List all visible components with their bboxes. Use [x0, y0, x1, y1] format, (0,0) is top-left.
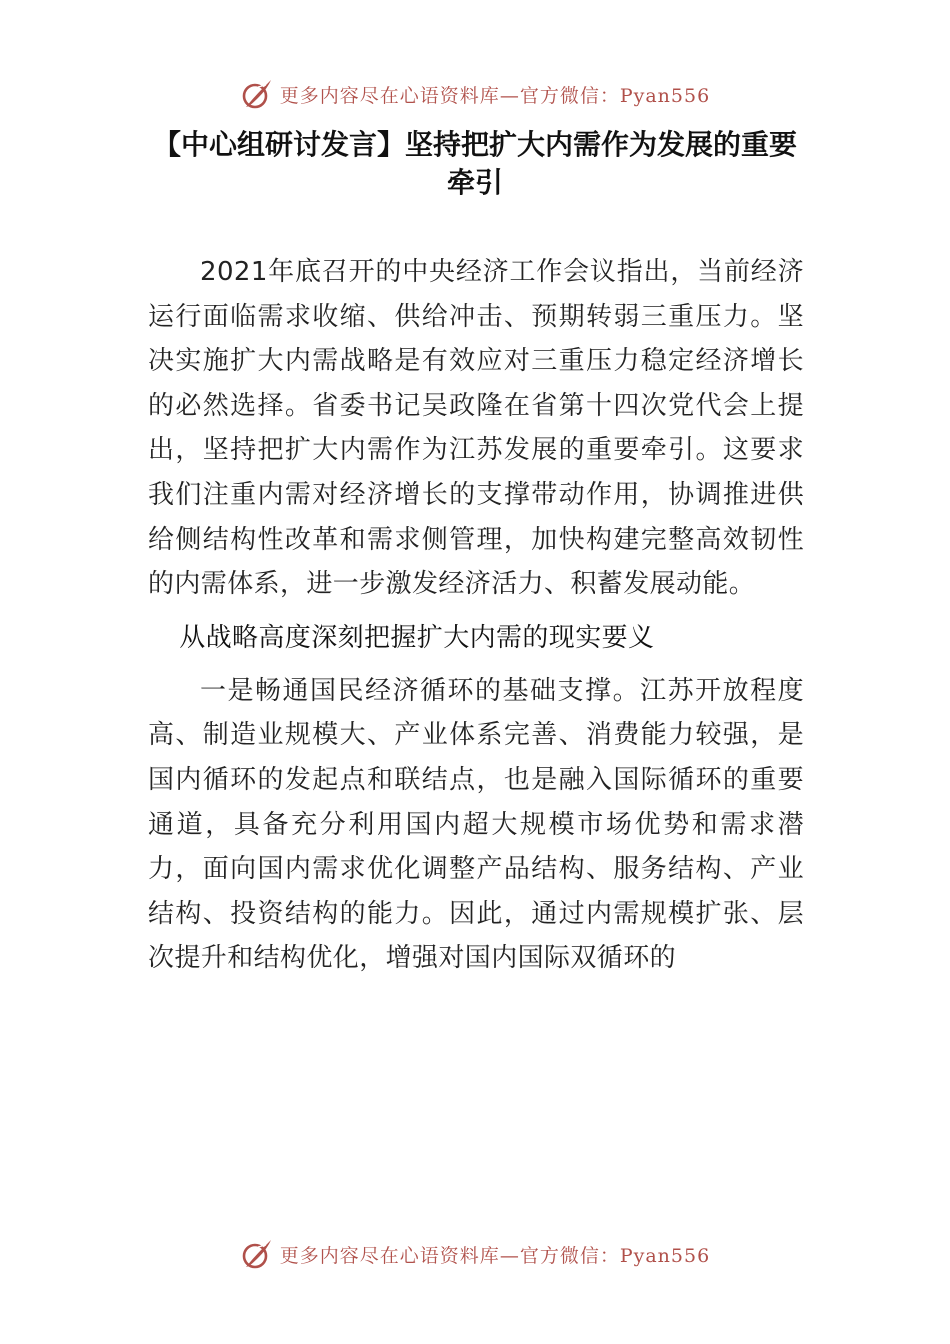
quill-logo-icon [240, 1237, 274, 1271]
quill-logo-icon [240, 77, 274, 111]
banner-suffix: 官方微信： [519, 1244, 620, 1267]
banner-separator: — [499, 1244, 520, 1267]
section-heading: 从战略高度深刻把握扩大内需的现实要义 [179, 622, 655, 653]
banner-text [280, 1241, 710, 1268]
banner-wechat-id: Pyan556 [619, 1244, 711, 1267]
section-paragraph: 一是畅通国民经济循环的基础支撑。江苏开放程度高、制造业规模大、产业体系完善、消费能力较强，是国内循环的发起点和联结点，也是融入国际循环的重要通道，具备充分利用国内超大规模市场优势和需求潜力，面向国内需求优化调整产品结构、服务结构、产业结构、投资结构的能力。因此，通过内需规模扩张、层次提升和结构优化，增强对国内国际双循环的 [148, 675, 804, 974]
banner-text [280, 81, 710, 108]
banner-main-text: 更多内容尽在心语资料库 [279, 84, 500, 107]
document-body [148, 250, 804, 981]
banner-separator: — [499, 84, 520, 107]
intro-paragraph: 2021年底召开的中央经济工作会议指出，当前经济运行面临需求收缩、供给冲击、预期转弱三重压力。坚决实施扩大内需战略是有效应对三重压力稳定经济增长的必然选择。省委书记吴政隆在省第十四次党代会上提出，坚持把扩大内需作为江苏发展的重要牵引。这要求我们注重内需对经济增长的支撑带动作用，协调推进供给侧结构性改革和需求侧管理，加快构建完整高效韧性的内需体系，进一步激发经济活力、积蓄发展动能。 [148, 257, 804, 600]
banner-wechat-id: Pyan556 [619, 84, 711, 107]
document-title: 【中心组研讨发言】坚持把扩大内需作为发展的重要牵引 [152, 128, 797, 199]
header-banner [0, 74, 950, 114]
banner-suffix: 官方微信： [519, 84, 620, 107]
footer-banner [0, 1234, 950, 1274]
banner-main-text: 更多内容尽在心语资料库 [279, 1244, 500, 1267]
